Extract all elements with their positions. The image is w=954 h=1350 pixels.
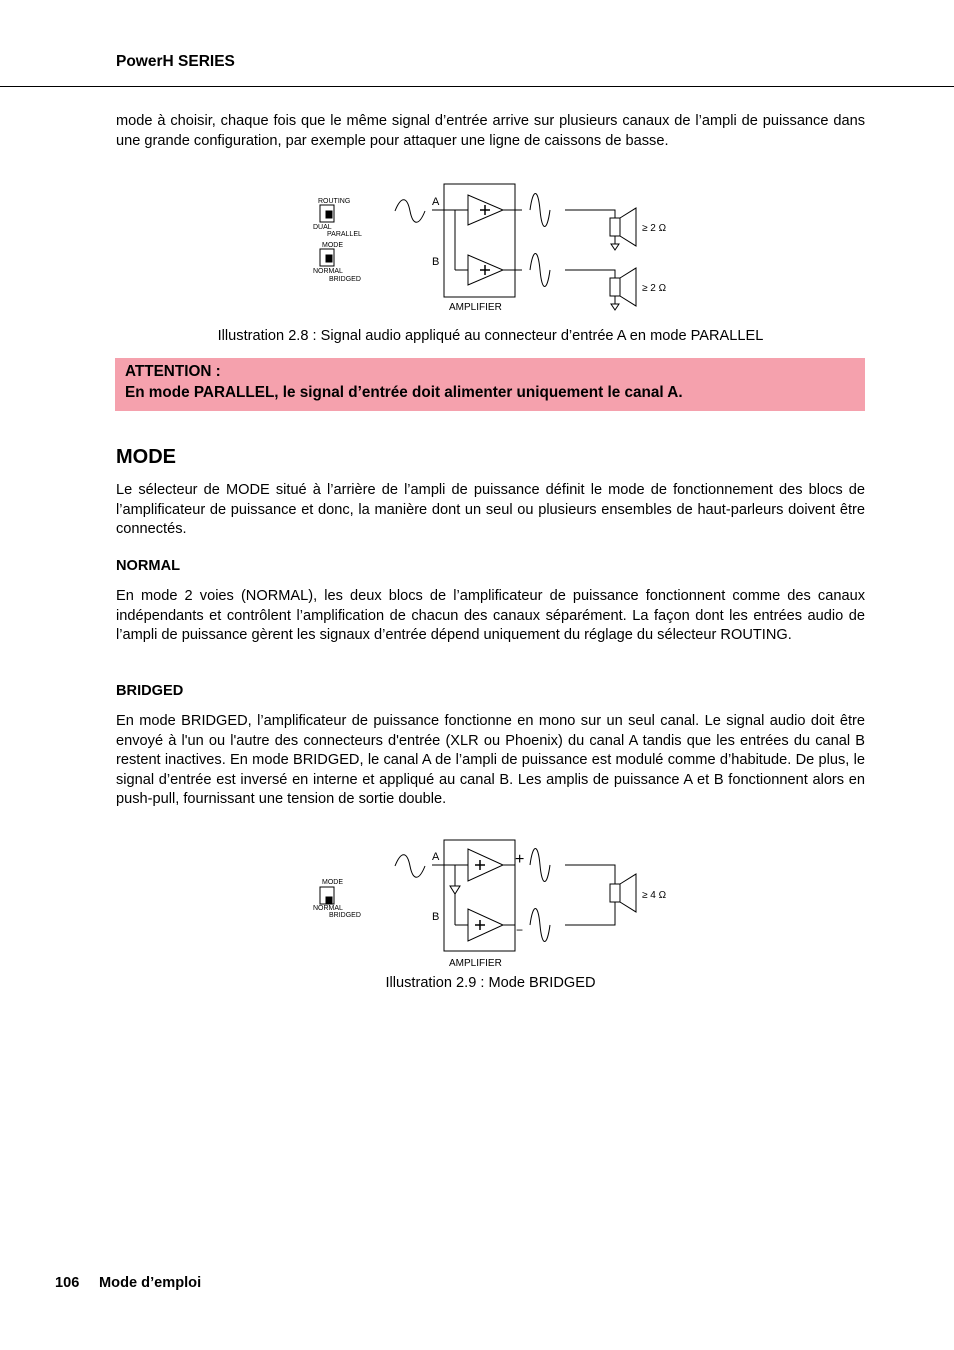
amp-a-icon bbox=[468, 849, 503, 881]
figure-caption-2-8: Illustration 2.8 : Signal audio appliqué au connecteur d’entrée A en mode PARALLEL bbox=[217, 328, 764, 344]
label-bridged: BRIDGED bbox=[329, 912, 361, 919]
output-sine-b-icon bbox=[530, 909, 550, 942]
label-mode: MODE bbox=[322, 242, 343, 249]
label-channel-a: A bbox=[432, 196, 440, 208]
label-mode: MODE bbox=[322, 879, 343, 886]
label-routing: ROUTING bbox=[318, 198, 351, 205]
subtitle-bridged: BRIDGED bbox=[116, 683, 184, 699]
running-header: PowerH SERIES bbox=[116, 53, 235, 70]
output-plus-sign: + bbox=[515, 851, 525, 868]
speaker-b-icon bbox=[610, 268, 636, 310]
output-sine-a-icon bbox=[530, 194, 550, 227]
header-divider bbox=[0, 86, 954, 87]
attention-box bbox=[115, 358, 865, 411]
load-a-label: ≥ 2 Ω bbox=[642, 223, 667, 234]
intro-paragraph: mode à choisir, chaque fois que le même signal d’entrée arrive sur plusieurs canaux de l’ampli de puissance dans une grande configuration, par exemple pour attaquer une ligne de caissons de basse. bbox=[116, 113, 865, 149]
normal-paragraph: En mode 2 voies (NORMAL), les deux blocs de l’amplificateur de puissance fonctionnent comme des canaux indépendants et contrôlent l’amplification de chacun des canaux séparément. La façon dont les entrées audio de l’ampli de puissance gèrent les signaux d’entrée dépend uniquement du réglage du sélecteur ROUTING. bbox=[116, 588, 865, 643]
bridged-diagram bbox=[300, 834, 690, 974]
label-amplifier: AMPLIFIER bbox=[449, 958, 502, 969]
bridged-paragraph: En mode BRIDGED, l’amplificateur de puissance fonctionne en mono sur un seul canal. Le signal audio doit être envoyé à l'un ou l'autre des connecteurs d'entrée (XLR ou Phoenix) du canal A tandis que les entrées du canal B restent inactives. En mode BRIDGED, le canal A de l’ampli de puissance est modulé comme d’habitude. De plus, le signal d’entrée est inversé en interne et appliqué au canal B. Les amplis de puissance A et B fonctionnent alors en push-pull, fournissant une tension de sortie double. bbox=[116, 713, 865, 807]
load-label: ≥ 4 Ω bbox=[642, 890, 667, 901]
figure-caption-2-9: Illustration 2.9 : Mode BRIDGED bbox=[385, 975, 596, 991]
section-title-mode: MODE bbox=[116, 446, 176, 468]
input-sine-icon bbox=[395, 855, 425, 878]
amp-b-icon bbox=[468, 909, 503, 941]
mode-paragraph: Le sélecteur de MODE situé à l’arrière de l’ampli de puissance définit le mode de fonctionnement des blocs de l’amplificateur de puissance et donc, la manière dont un seul ou plusieurs ensembles de haut-parleurs doivent être connectés. bbox=[116, 482, 865, 537]
output-sine-a-icon bbox=[530, 849, 550, 882]
input-sine-icon bbox=[395, 200, 425, 223]
label-channel-b: B bbox=[432, 256, 440, 268]
load-b-label: ≥ 2 Ω bbox=[642, 283, 667, 294]
page-number: 106 bbox=[55, 1275, 80, 1291]
attention-text: En mode PARALLEL, le signal d’entrée doit alimenter uniquement le canal A. bbox=[125, 384, 683, 401]
label-normal: NORMAL bbox=[313, 268, 343, 275]
label-channel-a: A bbox=[432, 851, 440, 863]
label-dual: DUAL bbox=[313, 224, 332, 231]
output-sine-b-icon bbox=[530, 254, 550, 287]
inverter-icon bbox=[450, 886, 460, 894]
attention-title: ATTENTION : bbox=[125, 363, 221, 380]
label-channel-b: B bbox=[432, 911, 440, 923]
parallel-diagram bbox=[300, 178, 690, 318]
label-parallel: PARALLEL bbox=[327, 231, 362, 238]
speaker-icon bbox=[610, 874, 636, 912]
footer-label: Mode d’emploi bbox=[99, 1275, 202, 1291]
label-bridged: BRIDGED bbox=[329, 276, 361, 283]
output-minus-sign: − bbox=[516, 923, 524, 937]
speaker-a-icon bbox=[610, 208, 636, 250]
subtitle-normal: NORMAL bbox=[116, 558, 181, 574]
label-normal: NORMAL bbox=[313, 905, 343, 912]
label-amplifier: AMPLIFIER bbox=[449, 302, 502, 313]
